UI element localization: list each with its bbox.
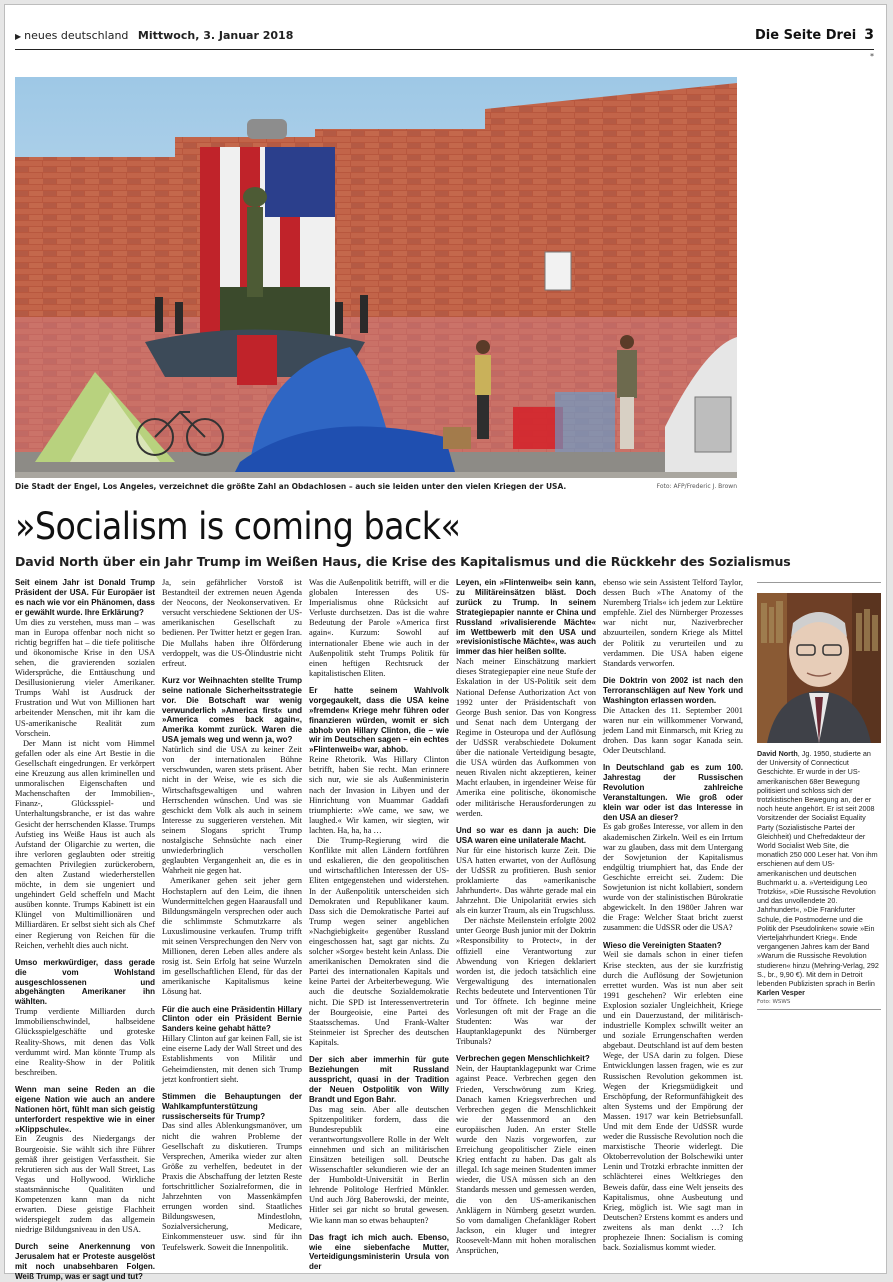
interview-answer: Das mag sein. Aber alle deutschen Spitzenpolitiker fordern, dass die Bundesrepublik eine verantwortungsvollere Rolle in der Welt einnehmen und sich an militärischen Einsätzen beteiligen soll. Deutsche Wissenschaftler sekundieren wie der an der Humboldt-Universität in Berlin lehrende Politologe Herfried Münkler. Und auch Jörg Baberowski, der meinte, Hitler sei gar nicht so brutal gewesen. Wie kann man so etwas behaupten? <box>309 1104 449 1225</box>
headline: »Socialism is coming back« <box>15 505 461 548</box>
interview-question: Kurz vor Weihnachten stellte Trump seine nationale Sicherheitsstrategie vor. Die Botschaft war wenig verwunderlich »America first« und »America comes back again«, Amerika kommt zurück. Waren die USA jemals weg und wenn ja, wo? <box>162 675 302 745</box>
interview-question: Für die auch eine Präsidentin Hillary Clinton oder ein Präsident Bernie Sanders keine gehabt hätte? <box>162 1004 302 1034</box>
author-bio: David North, Jg. 1950, studierte an der University of Connecticut Geschichte. Er wurde in der US-amerikanischen 68er Bewegung politisiert und schloss sich der trotzkistischen Bewegung an, der er noch heute angehört. Er ist seit 2008 Vorsitzender der Socialist Equality Party (Sozialistische Partei der Gleichheit) und Chefredakteur der World Socialist Web Site, die monatlich 250 000 Leser hat. Von ihm erschienen auf dem US-amerikanischen und deutschen Buchmarkt u. a. »Verteidigung Leo Trotzkis«, »Die Russische Revolution und das unvollendete 20. Jahrhundert«, »Die Frankfurter Schule, die Postmoderne und die Politik der Pseudolinken« sowie »Ein Vierteljahrhundert Krieg«. Ende vergangenen Jahres kam der Band »Warum die Russische Revolution studieren« hinzu (Mehring-Verlag, 292 S., br., 9,90 €). Mit dem in Detroit lebenden Publizisten sprach in Berlin Karlen Vesper <box>757 749 879 998</box>
interview-answer: Ja, sein gefährlicher Vorstoß ist Bestandteil der extremen neuen Agenda der Neocons, der Neokonservativen. Er versucht verschiedene Sektionen der US-amerikanischen Gesellschaft zu bedienen. Per Twitter hetzt er gegen Iran. Die Mullahs haben ihre Ölförderung verdoppelt, was die US-Ölindustrie nicht erfreut. <box>162 578 302 668</box>
interview-question: Er hatte seinem Wahlvolk vorgegaukelt, dass die USA keine »fremden« Kriege mehr führen oder finanzieren würden, womit er sich abhob von Hillary Clinton, die – wie wir im Deutschen sagen – ein echtes »Flintenweib« war, abhob. <box>309 685 449 755</box>
interview-answer: Nur für eine historisch kurze Zeit. Die USA hatten erwartet, von der Auflösung der UdSSR zu profitieren. Bush senior proklamierte das »amerikanische Jahrhundert«. Das währte gerade mal ein Jahrzehnt. Die Unipolarität erwies sich als ein kurzer Traum, als ein Trugschluss. <box>456 845 596 916</box>
interview-question: Der sich aber immerhin für gute Beziehungen mit Russland ausspricht, quasi in der Tradition der Neuen Ostpolitik von Willy Brandt und Egon Bahr. <box>309 1055 449 1104</box>
interview-answer: Ein Zeugnis des Niedergangs der Bourgeoisie. Sie wählt sich ihre Führer gemäß ihrer geistigen Verfasstheit. Sie rekrutieren sich aus der Wall Street, Las Vegas und Hollywood. Wirkliche staatsmännische Qualitäten und Kompetenzen kann man da nicht erwarten. Diese geistige Flachheit widerspiegelt zudem das allgemein niedrige Bildungsniveau in den USA. <box>15 1134 155 1235</box>
interview-answer: Das sind alles Ablenkungsmanöver, um nicht die wahren Probleme der Gesellschaft zu diskutieren. Trumps Versprechen, Amerika wieder zur alten Größe zu verhelfen, bedeutet in der Praxis die Abschaffung der letzten Reste fortschrittlicher Sozialreformen, die in Jahrzehnten von Massenkämpfen errungen worden sind. Staatliches Bildungswesen, Mindestlohn, Sozialversicherung, Medicare, Einkommensteuer usw. sind für ihn Teufelswerk. Soweit die Innenpolitik. <box>162 1121 302 1252</box>
article-column-2 <box>162 578 302 1273</box>
article-column-1 <box>15 578 155 1282</box>
interview-answer: Nach meiner Einschätzung markiert dieses Strategiepapier eine neue Stufe der Eskalation in der US-Politik seit dem National Defense Authorization Act von 1992 unter der Präsidentschaft von George Bush senior. Das von Kongress und Senat nach dem Untergang der Regime in Osteuropa und der Auflösung der UdSSR verabschiedete Dokument über die nationale Verteidigung besagte, die USA würden das Aufkommen von neuen Rivalen nicht akzeptieren, keiner Macht erlauben, in irgendeiner Weise für Amerika eine politische, ökonomische oder militärische Herausforderungen zu werden. <box>456 657 596 818</box>
article-column-4 <box>456 578 596 1273</box>
photo-credit: Foto: AFP/Frederic J. Brown <box>656 483 737 490</box>
interview-answer: ebenso wie sein Assistent Telford Taylor, dessen Buch »The Anatomy of the Nuremberg Trials« ich jedem zur Lektüre empfehle. Ziel des Nürnberger Prozesses war nicht nur, Naziverbrecher abzuurteilen, sondern Kriege als Mittel der Politik zu verurteilen und zu verdammen. Die USA haben eigene Standards verworfen. <box>603 578 743 668</box>
interview-question: Seit einem Jahr ist Donald Trump Präsident der USA. Für Europäer ist es nach wie vor ein Phänomen, dass er gewählt wurde. Ihre Erklärung? <box>15 578 155 617</box>
interview-question: Umso merkwürdiger, dass gerade die vom Wohlstand ausgeschlossenen und abgehängten Amerikaner ihn wählten. <box>15 957 155 1007</box>
interview-answer: Die Attacken des 11. September 2001 waren nur ein willkommener Vorwand, jedem Land mit Einmarsch, mit Krieg zu drohen. Das kann sogar Kanada sein. Oder Deutschland. <box>603 705 743 755</box>
interview-answer: Die Trump-Regierung wird die Konflikte mit allen Ländern fortführen und eskalieren, die den geopolitischen und wirtschaftlichen Interessen der US-Eliten entgegenstehen und widerstehen. In der Außenpolitik unterscheiden sich Demokraten und Republikaner kaum. Dass sich die Demokratische Partei auf Trump wegen seiner angeblichen »Nachgiebigkeit« gegenüber Russland eingeschossen hat, sagt gar nichts. Zu solcher »Sorge« besteht kein Anlass. Die amerikanischen Demokraten sind die Partei des internationalen Kapitals und keine Partei der Arbeiterbewegung. Wie auch die deutsche Sozialdemokratie nicht. Die SPD ist Interessenvertreterin der Bourgeoisie, eine Partei des Staatsschemas. Und Frank-Walter Steinmeier ist Sprecher des deutschen Kapitals. <box>309 836 449 1047</box>
author-sidebar <box>757 582 881 1010</box>
interview-answer: Um dies zu verstehen, muss man – was man in Europa offenbar noch nicht so richtig begriffen hat – die tiefe politische und ökonomische Krise in den USA sehen, die gravierenden sozialen Widersprüche, die Enttäuschung und Desillusionierung vieler Amerikaner. Trumps Wahl ist Ausdruck der Frustration und Wut von Millionen hart arbeitender Menschen, mit ihr kam die US-amerikanische Realität zum Vorschein. <box>15 617 155 738</box>
interview-question: Leyen, ein »Flintenweib« sein kann, zu Militäreinsätzen bläst. Doch zurück zu Trump. In seinem Strategiepapier nannte er China und Russland »rivalisierende Mächte« im Wettbewerb mit den USA und »revisionistische Mächte«, was auch immer das hier heißen sollte. <box>456 578 596 657</box>
interview-answer: Natürlich sind die USA zu keiner Zeit von der internationalen Bühne verschwunden, waren stets präsent. Aber nicht in der Weise, wie es sich die Wirtschaftsgewaltigen und wahren Herrschenden wünschen. Und was sie geschickt dem Volk als auch in seinem Interesse zu suggerieren verstehen. Mit seinem Slogans spricht Trump nostalgische Sehnsüchte nach einer unwiederbringlich verschollen geglaubten Vergangenheit an, die es in Wahrheit nie gegen hat. <box>162 745 302 876</box>
interview-question: Das fragt ich mich auch. Ebenso, wie eine siebenfache Mutter, Verteidigungsministerin Ursula von der <box>309 1232 449 1272</box>
interview-answer: Amerikaner gehen seit jeher gern Hochstaplern auf den Leim, die ihnen Wundermittelchen gegen Haarausfall und Bildungsmängeln versprechen oder auch die schlimmste Schmutzkarre als Luxuslimousine verkaufen. Trump trifft mit seinen Versprechungen den Nerv von Millionen, deren Leben alles andere als rosig ist. Sein Erfolg hat seine Wurzeln im gesellschaftlichen Elend, für das der amerikanische Kapitalismus keine Lösung hat. <box>162 876 302 997</box>
interview-question: Die Doktrin von 2002 ist nach den Terroranschlägen auf New York und Washington erlassen worden. <box>603 675 743 705</box>
interview-answer: Der Mann ist nicht vom Himmel gefallen oder als eine Art Bestie in die Gesellschaft eingedrungen. Er verkörpert eine Kreuzung aus allen kriminellen und unmoralischen Eigenschaften und Machenschaften der Immobilien-, Finanz-, Glücksspiel- und Unterhaltungsbranche, er ist das wahre Gesicht der herrschenden Klasse. Trumps Aufstieg ins Weiße Haus ist auch als Aufstand der Oligarchie zu werten, die ihre verloren geglaubten oder streitig gemachten Privilegien zurückerobern, den alten Zustand wiederherstellen möchte, in dem sie ungeniert und ungehindert Geld scheffeln und Macht ausüben konnte. Trumps Kabinett ist ein Klüngel von Multimillionären und Milliardären. Er selbst sieht sich als Chef einer Regierung von Reichen für die Reichen, verhehlt dies auch nicht. <box>15 738 155 950</box>
interview-answer: Was die Außenpolitik betrifft, will er die globalen Interessen des US-Imperialismus ohne Rücksicht auf Verluste durchsetzen. Das ist die wahre Bedeutung der Parole »America first again«. Kurzum: Sowohl auf internationaler Ebene wie auch in der Außenpolitik steht Trumps Politik für einen heftigen Rechtsruck der kapitalistischen Eliten. <box>309 578 449 678</box>
interview-answer: Es gab großes Interesse, vor allem in den akademischen Zirkeln. Weil es ein Irrtum war zu glauben, dass mit dem Untergang der Sowjetunion der Kapitalismus endgültig triumphiert hat, das Ende der Geschichte erreicht sei. Zudem: Die Sowjetunion ist nicht kollabiert, sondern wurde von der stalinistischen Bürokratie abgewickelt. In den 1980er Jahren war die Frage: Welcher Staat bricht zuerst zusammen: die UdSSR oder die USA? <box>603 822 743 933</box>
lead-photo <box>15 77 737 478</box>
author-name: David North <box>757 749 798 758</box>
interview-question: Durch seine Anerkennung von Jerusalem hat er Proteste ausgelöst mit noch unabsehbaren Folgen. Weiß Trump, was er sagt und tut? <box>15 1242 155 1282</box>
interview-question: Stimmen die Behauptungen der Wahlkampfunterstützung russischerseits für Trump? <box>162 1091 302 1121</box>
paper-name: neues deutschland <box>24 29 129 42</box>
interview-answer: Hillary Clinton auf gar keinen Fall, sie ist eine eiserne Lady der Wall Street und des Establishments von Militär und Geheimdiensten, mit denen sich Trump jetzt konfrontiert sieht. <box>162 1034 302 1084</box>
interview-question: Wenn man seine Reden an die eigene Nation wie auch an andere Nationen hört, fühlt man sich geistig unterfordert respektive wie in einer »Klippschule«. <box>15 1084 155 1134</box>
interview-answer: Reine Rhetorik. Was Hillary Clinton betrifft, haben Sie recht. Man erinnere sich nur, wie sie als Außenministerin nach der Invasion in Libyen und der Hinrichtung von Muammar Gaddafi triumphierte: »We came, we saw, we laughed.« Wir kamen, wir siegten, wir lachten. Ha, ha, ha … <box>309 755 449 835</box>
portrait-illustration <box>757 593 881 743</box>
portrait-credit: Foto: WSWS <box>757 999 791 1006</box>
interview-answer: Weil sie damals schon in einer tiefen Krise steckten, aus der sie kurzfristig durch die Auflösung der Sowjetunion errettet wurden. Was ist nun aber seit 1991 geschehen? Wir erlebten eine Explosion sozialer Ungleichheit, Kriege und ein Dauerzustand, der militärisch-industrielle Komplex schwillt weiter an und soziale Errungenschaften werden abgebaut. Deutschland ist auf dem besten Wege, der USA darin zu folgen. Diese Entwicklungen lassen fragen, wie es zur Russischen Revolution gekommen ist. Wegen der Kriegsmüdigkeit und Erschöpfung, der Reformunfähigkeit des alten Systems und der Empörung der Massen. 1917 war kein Betriebsunfall. Und mit dem Ende der UdSSR wurde weder die Russische Revolution noch die marxistische Theorie widerlegt. Die Oktoberrevolution der Bolschewiki unter Lenin und Trotzki erbrachte inmitten der schlächterei eines Weltkrieges den Beweis dafür, dass eine Welt jenseits des Kapitalismus, ohne Ausbeutung und Krieg, möglich ist. Wie sagt man in Deutschen? Erstens kommt es anders und zweitens als man denkt …? Ich prophezeie Ihnen: Socialism is coming back. Sozialismus kommt wieder. <box>603 950 743 1253</box>
interview-answer: Nein, der Hauptanklagepunkt war Crime against Peace. Verbrechen gegen den Frieden, Verschwörung zum Krieg. Danach kamen Kriegsverbrechen und Verbrechen gegen die Menschlichkeit wie der Massenmord an den europäischen Juden. An erster Stelle wurde den Nazis vorgeworfen, zur Erreichung geopolitischer Ziele einen Krieg entfacht zu haben. Das galt als illegal. Ich sage meinen Studenten immer wieder, die USA müssen sich an den Standards messen und gemessen werden, die von den US-amerikanischen Anklägern in Nürnberg gesetzt wurden. So vom damaligen Chefankläger Robert Jackson, ein kluger und integrer Roosevelt-Mann mit hohen moralischen Ansprüchen, <box>456 1064 596 1256</box>
section-title: Die Seite Drei <box>754 28 857 43</box>
issue-date: Mittwoch, 3. Januar 2018 <box>137 29 294 42</box>
page-mark: * <box>870 52 874 61</box>
interview-question: Wieso die Vereinigten Staaten? <box>603 940 722 950</box>
article-column-3 <box>309 578 449 1273</box>
interview-answer: Der nächste Meilenstein erfolgte 2002 unter George Bush junior mit der Doktrin »Responsibility to Protect«, in der offiziell eine Verantwortung zur Abwendung von Kriegen deklariert worden ist, die jedoch tatsächlich eine Vergewaltigung des internationalen Rechts bedeutete und Interventionen Tür und Tor öffnete. Ich beginne meine Vorlesungen oft mit der Frage an die Studenten: Was war der Hauptanklagepunkt des Nürnberger Tribunals? <box>456 916 596 1047</box>
interview-question: Und so war es dann ja auch: Die USA waren eine unilaterale Macht. <box>456 825 596 845</box>
author-portrait <box>757 593 881 743</box>
interview-question: Verbrechen gegen Menschlichkeit? <box>456 1054 590 1064</box>
article-column-5 <box>603 578 743 1273</box>
subheadline: David North über ein Jahr Trump im Weißen Haus, die Krise des Kapitalismus und die Rückkehr des Sozialismus <box>15 554 791 569</box>
triangle-marker-icon: ▶ <box>15 32 22 41</box>
interview-answer: Trump verdiente Milliarden durch Immobilienschwindel, halbseidene Glücksspielgeschäfte und groteske Reality-Shows, mit denen das Volk verdummt wird. Man könnte Trump als eine Reality-Show in der Politik beschreiben. <box>15 1007 155 1077</box>
article-body <box>15 578 745 1282</box>
newspaper-page <box>4 4 887 1282</box>
interviewer-name: Karlen Vesper <box>757 988 805 998</box>
interview-question: In Deutschland gab es zum 100. Jahrestag der Russischen Revolution zahlreiche Veranstaltungen. Wie groß oder klein war oder ist das Interesse in den USA an dieser? <box>603 763 743 822</box>
photo-caption: Die Stadt der Engel, Los Angeles, verzeichnet die größte Zahl an Obdachlosen – auch sie leiden unter den vielen Kriegen der USA. Foto: AFP/Frederic J. Brown <box>15 482 737 491</box>
sidebar-divider <box>757 1009 881 1010</box>
page-number: 3 <box>864 27 874 43</box>
masthead <box>15 27 874 50</box>
mural-street-illustration <box>15 77 737 478</box>
